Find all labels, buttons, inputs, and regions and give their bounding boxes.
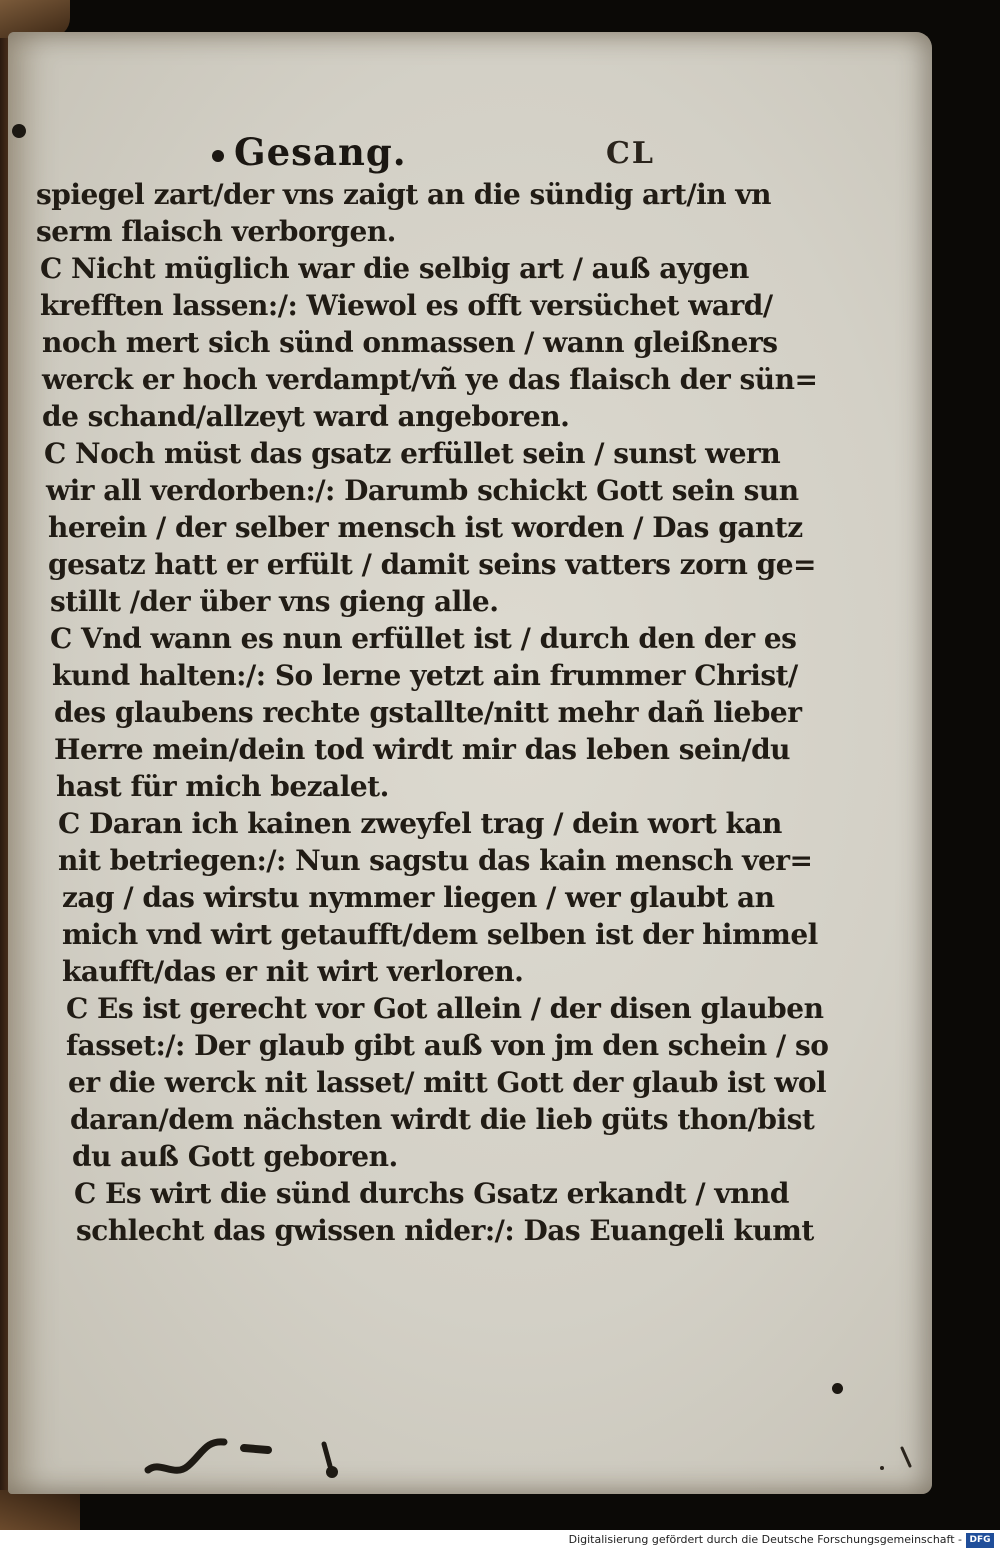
text-line: nit betriegen:/: Nun sagstu das kain mensch ver= (58, 844, 813, 877)
text-line: krefften lassen:/: Wiewol es offt versüchet ward/ (40, 289, 773, 322)
margin-dot-icon (832, 1383, 843, 1394)
text-line: wir all verdorben:/: Darumb schickt Gott sein sun (46, 474, 799, 507)
text-line: daran/dem nächsten wirdt die lieb güts thon/bist (70, 1103, 815, 1136)
text-line: kaufft/das er nit wirt verloren. (62, 955, 524, 988)
running-head (212, 130, 407, 174)
text-line: er die werck nit lasset/ mitt Gott der glaub ist wol (68, 1066, 827, 1099)
text-line: fasset:/: Der glaub gibt auß von jm den schein / so (66, 1029, 829, 1062)
text-line: herein / der selber mensch ist worden / Das gantz (48, 511, 803, 544)
text-line: mich vnd wirt getaufft/dem selben ist der himmel (62, 918, 818, 951)
folio-number: CL (606, 136, 655, 171)
text-line: du auß Gott geboren. (72, 1140, 398, 1173)
dfg-logo: DFG (966, 1533, 994, 1548)
corner-mark-icon (872, 1444, 912, 1474)
text-line: C Es wirt die sünd durchs Gsatz erkandt / vnnd (74, 1177, 789, 1210)
text-line: hast für mich bezalet. (56, 770, 389, 803)
binding-corner-bottom (0, 1490, 80, 1530)
body-text (36, 176, 829, 1249)
text-line: werck er hoch verdampt/vñ ye das flaisch der sün= (42, 363, 818, 396)
text-line: de schand/allzeyt ward angeboren. (42, 400, 570, 433)
bullet-icon (212, 150, 224, 162)
text-line: Herre mein/dein tod wirdt mir das leben sein/du (54, 733, 790, 766)
text-line: noch mert sich sünd onmassen / wann gleißners (42, 326, 778, 359)
running-head-text: Gesang. (234, 130, 407, 174)
text-line: zag / das wirstu nymmer liegen / wer glaubt an (62, 881, 775, 914)
text-line: C Es ist gerecht vor Got allein / der disen glauben (66, 992, 824, 1025)
text-line: C Nicht müglich war die selbig art / auß aygen (40, 252, 749, 285)
ink-scribble-icon (140, 1430, 370, 1490)
text-line: spiegel zart/der vns zaigt an die sündig art/in vn (36, 178, 771, 211)
margin-dot-icon (12, 124, 26, 138)
text-line: gesatz hatt er erfült / damit seins vatters zorn ge= (48, 548, 816, 581)
text-line: C Noch müst das gsatz erfüllet sein / sunst wern (44, 437, 781, 470)
text-line: schlecht das gwissen nider:/: Das Euangeli kumt (76, 1214, 814, 1247)
digitization-footer (0, 1530, 1000, 1551)
text-line: serm flaisch verborgen. (36, 215, 396, 248)
text-line: C Vnd wann es nun erfüllet ist / durch den der es (50, 622, 797, 655)
footer-credit: Digitalisierung gefördert durch die Deutsche Forschungsgemeinschaft - (568, 1533, 962, 1546)
text-line: stillt /der über vns gieng alle. (50, 585, 499, 618)
text-line: C Daran ich kainen zweyfel trag / dein wort kan (58, 807, 782, 840)
text-line: kund halten:/: So lerne yetzt ain frummer Christ/ (52, 659, 798, 692)
text-line: des glaubens rechte gstallte/nitt mehr dañ lieber (54, 696, 802, 729)
